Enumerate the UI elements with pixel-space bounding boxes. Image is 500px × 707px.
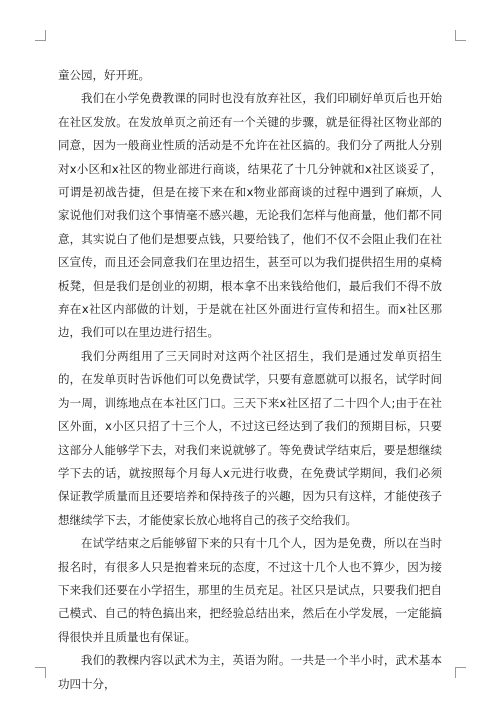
corner-mark-bottom-right: [455, 667, 466, 678]
paragraph-4: 在试学结束之后能够留下来的只有十几个人，因为是免费，所以在当时报名时，有很多人只是抱着来玩的态度，不过这十几个人也不算少，因为接下来我们还要在小学招生，那里的生员充足。社区只是试点，只要我们把自己模式、自己的特色搞出来，把经验总结出来，然后在小学发展，一定能搞得很快并且质量也有保证。: [58, 536, 442, 644]
paragraph-5: 我们的教棵内容以武术为主，英语为附。一共是一个半小时，武术基本功四十分，: [58, 653, 442, 691]
paragraph-1: 童公园，好开班。: [58, 68, 150, 82]
document-body: [58, 64, 442, 696]
paragraph-2: 我们在小学免费教课的同时也没有放弃社区，我们印刷好单页后也开始在社区发放。在发放单页之前还有一个关键的步骤，就是征得社区物业部的同意，因为一般商业性质的活动是不允许在社区搞的。我们分了两批人分别对x小区和x社区的物业部进行商谈，结果花了十几分钟就和x社区谈妥了，可谓是初战告捷，但是在接下来在和x物业部商谈的过程中遇到了麻烦，人家说他们对我们这个事情毫不感兴趣，无论我们怎样与他商量，他们都不同意，其实说白了他们是想要点钱，只要给钱了，他们不仅不会阻止我们在社区宣传，而且还会同意我们在里边招生，甚至可以为我们提供招生用的桌椅板凳，但是我们是创业的初期，根本拿不出来钱给他们，最后我们不得不放弃在x社区内部做的计划，于是就在社区外面进行宣传和招生。而x社区那边，我们可以在里边进行招生。: [58, 91, 442, 340]
corner-mark-bottom-left: [35, 667, 46, 678]
paragraph-3: 我们分两组用了三天同时对这两个社区招生，我们是通过发单页招生的，在发单页时告诉他们可以免费试学，只要有意愿就可以报名，试学时间为一周，训练地点在本社区门口。三天下来x社区招了二十四个人;由于在社区外面，x小区只招了十三个人，不过这已经达到了我们的预期目标，只要这部分人能够学下去，对我们来说就够了。等免费试学结束后，要是想继续学下去的话，就按照每个月每人x元进行收费，在免费试学期间，我们必须保证教学质量而且还要培养和保持孩子的兴趣，因为只有这样，才能使孩子想继续学下去，才能使家长放心地将自己的孩子交给我们。: [58, 348, 442, 527]
corner-mark-top-left: [35, 30, 46, 41]
corner-mark-top-right: [455, 30, 466, 41]
